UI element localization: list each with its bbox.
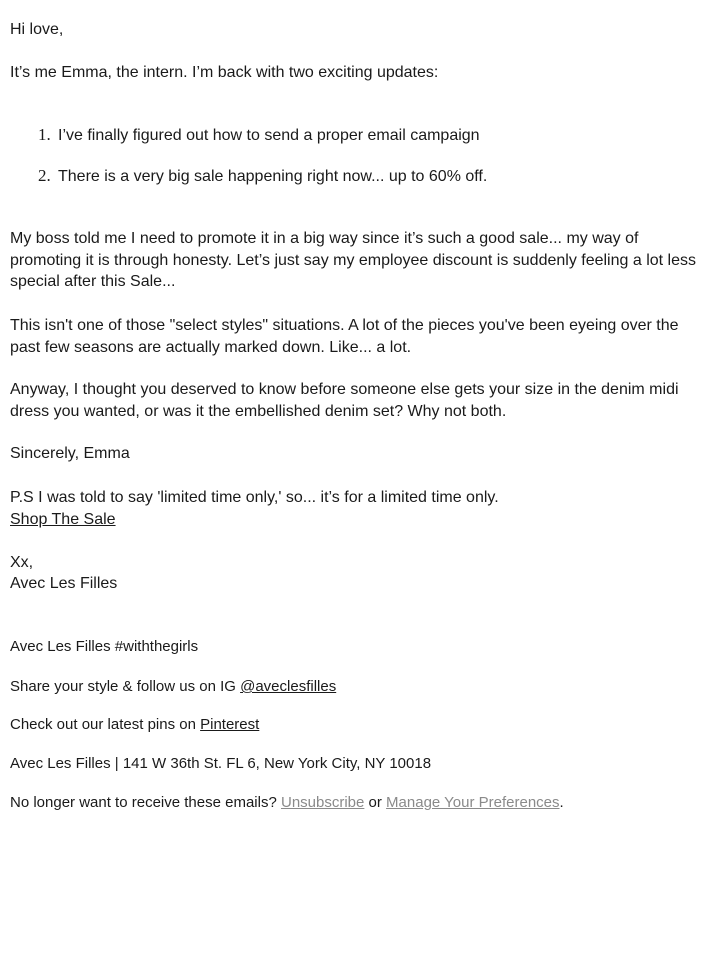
unsubscribe-link[interactable]: Unsubscribe xyxy=(280,794,365,811)
shop-the-sale-link[interactable]: Shop The Sale xyxy=(10,511,116,528)
footer-unsubscribe-line xyxy=(10,793,564,813)
list-item xyxy=(38,165,487,187)
list-item-number: 2. xyxy=(38,166,51,185)
footer-instagram xyxy=(10,677,336,697)
signoff: Sincerely, Emma xyxy=(10,445,130,462)
paragraph-denim: Anyway, I thought you deserved to know before someone else gets your size in the denim midi dress you wanted, or was it the embellished denim set? Why not both. xyxy=(10,381,679,420)
footer-address: Avec Les Filles | 141 W 36th St. FL 6, New York City, NY 10018 xyxy=(10,755,432,772)
footer-tagline: Avec Les Filles #withthegirls xyxy=(10,638,199,655)
paragraph-promotion: My boss told me I need to promote it in a big way since it’s such a good sale... my way of promoting it is through honesty. Let’s just say my employee discount is suddenly feeling a lot less special after this Sale... xyxy=(10,230,696,290)
footer-pinterest xyxy=(10,715,259,735)
list-item-text: There is a very big sale happening right now... up to 60% off. xyxy=(58,168,488,185)
pinterest-link[interactable]: Pinterest xyxy=(200,716,260,733)
footer-unsub-text: No longer want to receive these emails? xyxy=(10,794,281,811)
footer-or-text: or xyxy=(364,794,387,811)
list-item-text: I’ve finally figured out how to send a proper email campaign xyxy=(58,127,480,144)
manage-preferences-link[interactable]: Manage Your Preferences xyxy=(386,794,560,811)
brand-signature: Avec Les Filles xyxy=(10,575,118,592)
updates-list xyxy=(38,124,487,187)
closing-xx: Xx, xyxy=(10,554,34,571)
footer-pin-text: Check out our latest pins on xyxy=(10,716,201,733)
instagram-handle-link[interactable]: @aveclesfilles xyxy=(240,678,337,695)
footer-period: . xyxy=(559,794,564,811)
list-item xyxy=(38,124,487,146)
footer-ig-text: Share your style & follow us on IG xyxy=(10,678,241,695)
postscript: P.S I was told to say 'limited time only,' so... it’s for a limited time only. xyxy=(10,489,499,506)
list-item-number: 1. xyxy=(38,125,51,144)
greeting: Hi love, xyxy=(10,21,64,38)
intro-text: It’s me Emma, the intern. I’m back with two exciting updates: xyxy=(10,64,439,81)
paragraph-select-styles: This isn't one of those "select styles" situations. A lot of the pieces you've been eyeing over the past few seasons are actually marked down. Like... a lot. xyxy=(10,317,679,356)
